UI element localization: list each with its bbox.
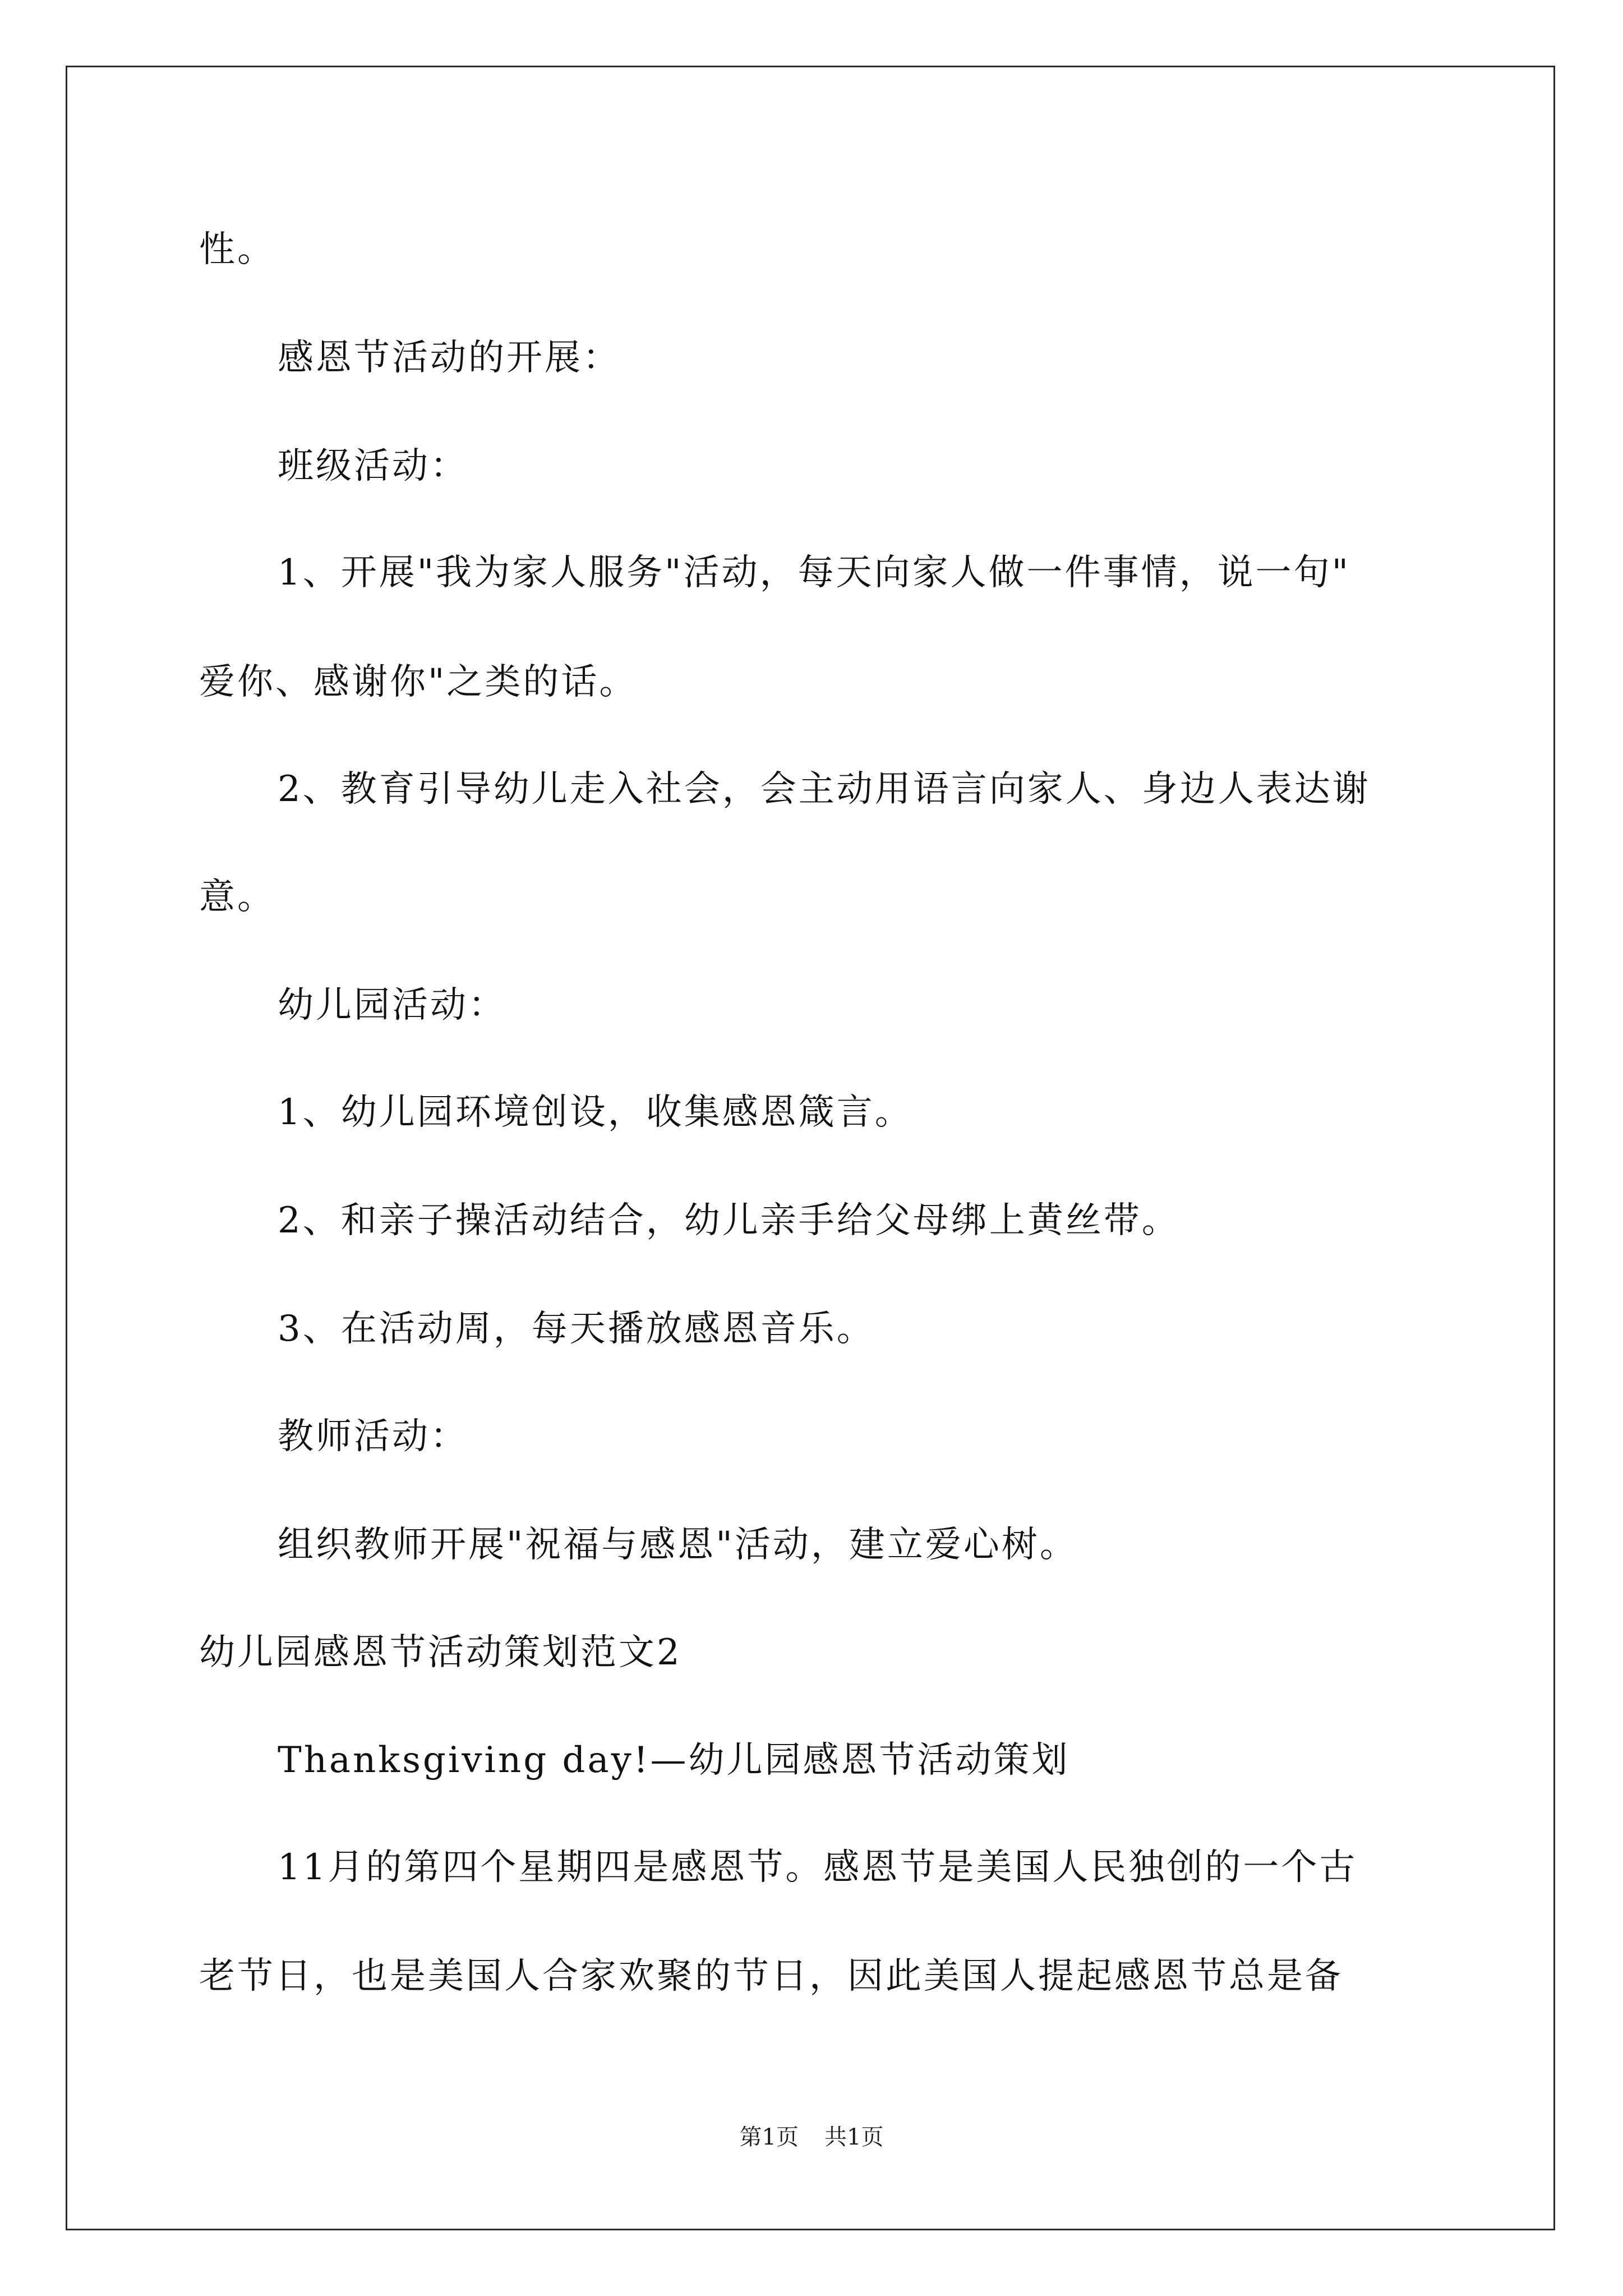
body-text-line: 11月的第四个星期四是感恩节。感恩节是美国人民独创的一个古 [278,1847,1358,1888]
subsection-heading: 幼儿园活动： [278,984,506,1026]
article-subtitle: Thanksgiving day!—幼儿园感恩节活动策划 [278,1740,1070,1781]
body-text-line: 性。 [199,229,275,270]
list-item-continuation: 意。 [199,876,275,918]
list-item: 2、和亲子操活动结合，幼儿亲手给父母绑上黄丝带。 [278,1200,1180,1241]
subsection-heading: 班级活动： [278,445,468,487]
list-item: 1、开展"我为家人服务"活动，每天向家人做一件事情，说一句" [278,552,1351,593]
page-footer [0,2123,1623,2151]
article-title: 幼儿园感恩节活动策划范文2 [199,1632,682,1673]
body-text-line: 组织教师开展"祝福与感恩"活动，建立爱心树。 [278,1524,1078,1566]
list-item-continuation: 爱你、感谢你"之类的话。 [199,661,638,703]
subsection-heading: 教师活动： [278,1416,468,1457]
page-border [66,66,1555,2230]
section-heading: 感恩节活动的开展： [278,337,621,379]
body-text-line: 老节日，也是美国人合家欢聚的节日，因此美国人提起感恩节总是备 [199,1955,1343,1997]
list-item: 1、幼儿园环境创设，收集感恩箴言。 [278,1092,913,1133]
list-item: 3、在活动周，每天播放感恩音乐。 [278,1308,875,1350]
page-number-current: 第1页 [739,2124,799,2150]
page-number-total: 共1页 [824,2124,884,2150]
list-item: 2、教育引导幼儿走入社会，会主动用语言向家人、身边人表达谢 [278,769,1371,810]
